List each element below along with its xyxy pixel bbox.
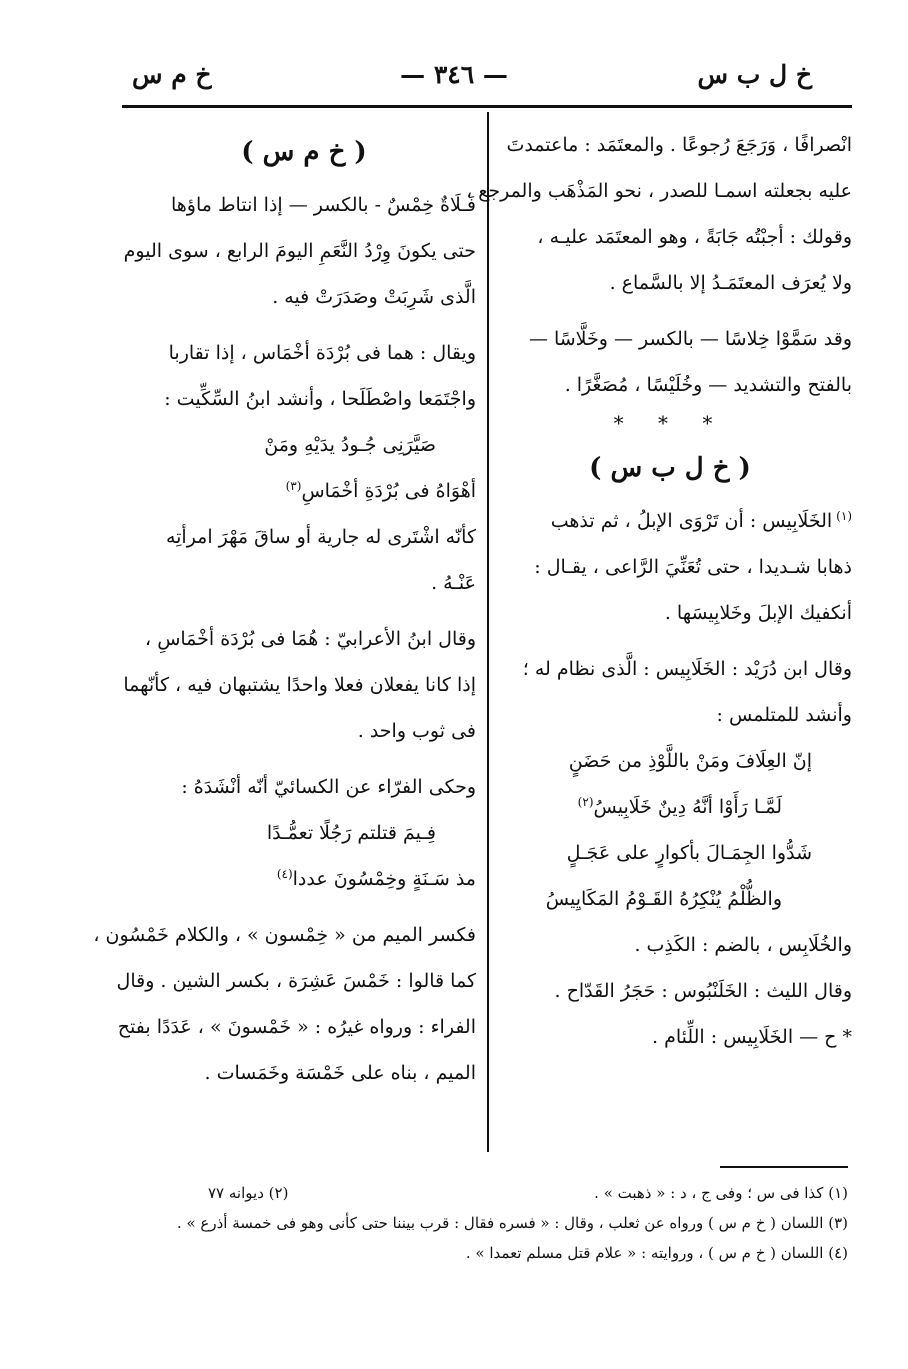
verse-line: فِـيمَ قتلتم رَجُلًا تعمُّـدًا — [266, 822, 436, 844]
footnote-rule — [720, 1166, 848, 1168]
verse-line: مذ سَـنَةٍ وخِمْسُونَ عددا$^{(٤)}$ — [276, 866, 476, 890]
text-line: واجْتَمَعا واصْطَلَحا ، وأنشد ابنُ السِّكِّيت : — [164, 388, 476, 410]
text-line: وقال ابن دُرَيْد : الخَلَابِيس : الَّذى نظام له ؛ — [522, 658, 852, 680]
header-rule — [122, 105, 852, 108]
left-column — [93, 122, 476, 1096]
text-line: * ح — الخَلَابِيس : اللِّئام . — [651, 1026, 852, 1048]
text-line: إذا كانا يفعلان فعلا واحدًا يشتبهان فيه ، كأنّهما — [123, 674, 476, 696]
footnote-marker: (٤) — [276, 866, 293, 881]
text-line: وحكى الفرّاء عن الكسائيّ أنّه أنْشَدَهُ : — [181, 776, 476, 798]
text-line: عَنْـهُ . — [431, 572, 476, 594]
text-line: انْصرافًا ، وَرَجَعَ رُجوعًا . والمعتَمَد : ماعتمدتَ — [506, 134, 852, 156]
header-root-left: خ م س — [132, 60, 212, 89]
text-line: ذهابا شـديدا ، حتى تُعَنِّيَ الرَّاعى ، يقـال : — [534, 556, 852, 578]
footnote: (٤) اللسان ( خ م س ) ، وروايته : « علام قتل مسلم تعمدا » . — [465, 1244, 848, 1262]
verse-line: إنّ العِلَافَ ومَنْ باللَّوْذِ من حَضَنٍ — [568, 750, 812, 772]
text-line: أنكفيك الإبلَ وخَلابِيسَها . — [664, 602, 852, 624]
text-line: فَـلَاةٌ خِمْسٌ - بالكسر — إذا انتاط ماؤها — [170, 194, 476, 216]
text-line: حتى يكونَ وِرْدُ النَّعَمِ اليومَ الرابع ، سوى اليوم — [123, 240, 476, 262]
entry-heading-khlbs: ( خ ل ب س ) — [589, 453, 751, 483]
section-separator: * * * — [613, 411, 727, 435]
text-line: الَّذى شَرِبَتْ وصَدَرَتْ فيه . — [272, 286, 476, 308]
text-line: وأنشد للمتلمس : — [716, 704, 852, 726]
text-line: بالفتح والتشديد — وخُلَيْسًا ، مُصَغَّرًا . — [564, 374, 852, 396]
text-line: وقولك : أجبْتُه جَابَةً ، وهو المعتَمَد عليـه ، — [537, 226, 852, 248]
page-number: — ٣٤٦ — — [400, 60, 508, 89]
footnote: (١) كذا فى س ؛ وفى ج ، د : « ذهبت » . (٢) ديوانه ٧٧ — [68, 1178, 848, 1208]
text-line: ويقال : هما فى بُرْدَة أخْمَاس ، إذا تقاربا — [168, 342, 476, 364]
text-line: وقد سَمَّوْا خِلاسًا — بالكسر — وخَلَّاسًا — — [528, 328, 852, 350]
text-line: الفراء : ورواه غيرُه : « خَمْسونَ » ، عَدَدًا بفتح — [117, 1016, 476, 1038]
verse-line: صَيَّرَنِى جُـودُ يدَيْهِ ومَنْ — [264, 434, 436, 456]
footnote-marker: (١) — [836, 508, 852, 523]
entry-heading-khms: ( خ م س ) — [241, 137, 367, 167]
text-line: فكسر الميم من « خِمْسون » ، والكلام خَمْسُون ، — [93, 924, 476, 946]
text-line: $^{(١)}$الخَلَابِيس : أن تَرْوَى الإبلُ ، ثم تذهب — [550, 508, 852, 532]
footnotes — [68, 1178, 848, 1268]
text-line: كما قالوا : خَمْسَ عَشِرَة ، بكسر الشين . وقال — [116, 970, 476, 992]
text-line: عليه بجعلته اسمـا للصدر ، نحو المَذْهَب والمرجع ، — [466, 180, 852, 202]
footnote: (٢) ديوانه ٧٧ — [208, 1184, 289, 1202]
header-root-right: خ ل ب س — [697, 60, 812, 89]
footnote: (٣) اللسان ( خ م س ) ورواه عن ثعلب ، وقال : « فسره فقال : قرب بيننا حتى كأنى وهو فى خمسة أذرع » . — [176, 1214, 848, 1232]
verse-line: أهْوَاهُ فى بُرْدَةِ أخْمَاسِ$^{(٣)}$ — [285, 478, 476, 502]
text-line: وقال ابنُ الأعرابيّ : هُمَا فى بُرْدَة أخْمَاسِ ، — [145, 628, 476, 650]
text-line: كأنّه اشْتَرى له جارية أو ساقَ مَهْرَ امرأتِه — [165, 526, 476, 548]
text-line: الميم ، بناه على خَمْسَة وخَمَسات . — [204, 1062, 476, 1084]
text-line: وقال الليث : الخَلَنْبُوس : حَجَرُ القَدّاح . — [554, 980, 852, 1002]
footnote-marker: (٣) — [285, 478, 302, 493]
right-column — [466, 122, 852, 1060]
verse-line: لَمَّـا رَأَوْا أنَّهُ دِينٌ خَلَابِيسُ$^{(٢)}$ — [577, 794, 782, 818]
footnote-marker: (٢) — [577, 794, 594, 809]
verse-line: شَدُّوا الجِمَـالَ بأكوارٍ على عَجَـلٍ — [566, 842, 812, 864]
text-line: فى ثوب واحد . — [357, 720, 476, 742]
text-line: ولا يُعرَف المعتَمَـدُ إلا بالسَّماع . — [609, 272, 852, 294]
text-line: والخُلَابِس ، بالضم : الكَذِب . — [634, 934, 852, 956]
verse-line: والظُّلْمُ يُنْكِرُهُ القَـوْمُ المَكَايِيسُ — [545, 888, 782, 910]
